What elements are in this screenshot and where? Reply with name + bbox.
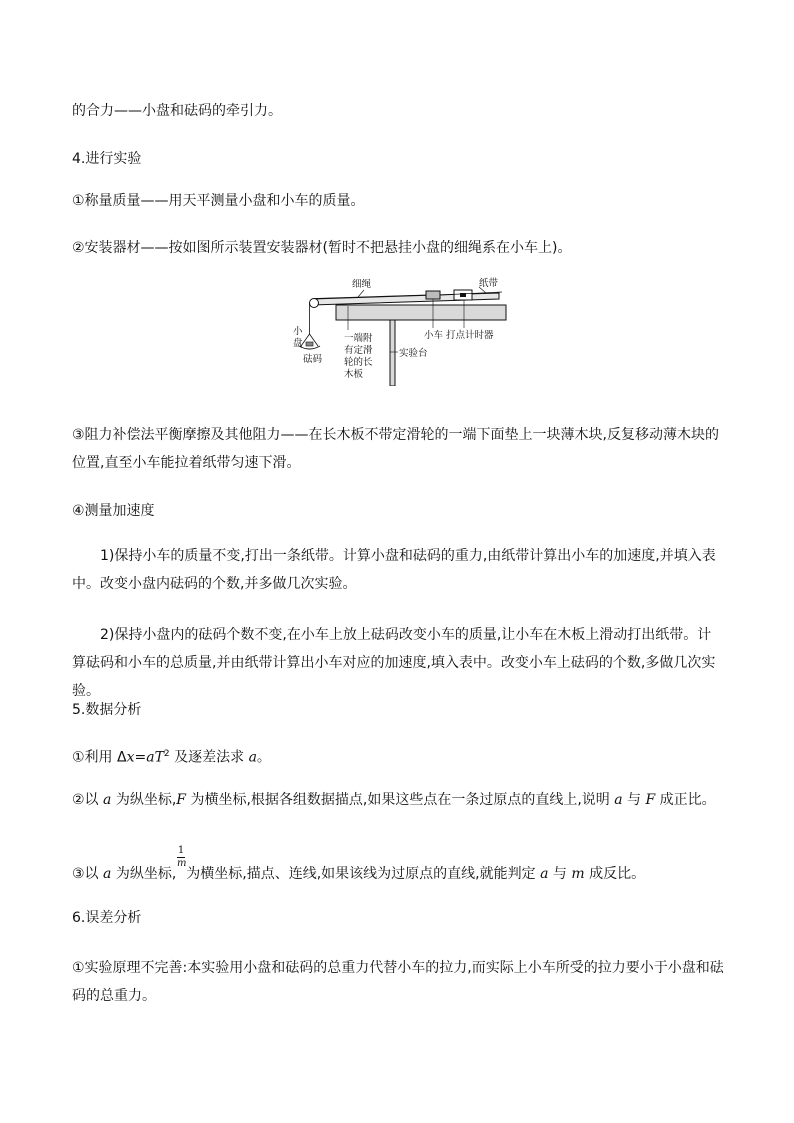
analysis-item-3: ③以 a 为纵坐标, 为横坐标,描点、连线,如果该线为过原点的直线,就能判定 a 与 m 成反比。 [72,866,646,882]
label-board-4: 木板 [344,369,364,380]
fraction-one-over-m: 1 m [177,845,187,869]
apparatus-diagram [286,276,516,386]
analysis-item-2: ②以 a 为纵坐标,F 为横坐标,根据各组数据描点,如果这些点在一条过原点的直线上,说明 a 与 F 成正比。 [72,792,716,808]
step-install: ②安装器材——按如图所示装置安装器材(暂时不把悬挂小盘的细绳系在小车上)。 [72,240,572,256]
section-heading-experiment: 4.进行实验 [72,151,142,167]
analysis-item-1: ①利用 $\Delta x=aT^2$ 及逐差法求 a。 [72,749,271,766]
step-weigh: ①称量质量——用天平测量小盘和小车的质量。 [72,193,365,209]
label-weights: 砝码 [303,354,323,365]
substep-fixed-cart-mass: 1)保持小车的质量不变,打出一条纸带。计算小盘和砝码的重力,由纸带计算出小车的加速度,并填入表中。改变小盘内砝码的个数,并多做几次实验。 [72,548,716,592]
label-rope: 细绳 [352,279,372,290]
label-tape: 纸带 [479,278,499,289]
step-balance-friction: ③阻力补偿法平衡摩擦及其他阻力——在长木板不带定滑轮的一端下面垫上一块薄木块,反复移动薄木块的位置,直至小车能拉着纸带匀速下滑。 [72,427,719,471]
label-pan-2: 盘 [293,338,303,349]
step-measure-acceleration: ④测量加速度 [72,503,155,519]
substep-fixed-pan-weights: 2)保持小盘内的砝码个数不变,在小车上放上砝码改变小车的质量,让小车在木板上滑动打出纸带。计算砝码和小车的总质量,并由纸带计算出小车对应的加速度,填入表中。改变小车上砝码的个数,多做几次实验。 [72,627,716,699]
label-table: 实验台 [399,348,428,359]
label-pan-1: 小 [293,326,303,337]
label-board-1: 一端附 [344,333,373,344]
label-timer: 打点计时器 [446,330,494,341]
paragraph-continuation: 的合力——小盘和砝码的牵引力。 [72,103,282,119]
section-heading-error-analysis: 6.误差分析 [72,910,142,926]
section-heading-data-analysis: 5.数据分析 [72,702,142,718]
label-board-2: 有定滑 [344,345,373,356]
label-cart: 小车 [424,330,444,341]
error-item-1: ①实验原理不完善:本实验用小盘和砝码的总重力代替小车的拉力,而实际上小车所受的拉力要小于小盘和砝码的总重力。 [72,960,724,1004]
label-board-3: 轮的长 [344,357,373,368]
